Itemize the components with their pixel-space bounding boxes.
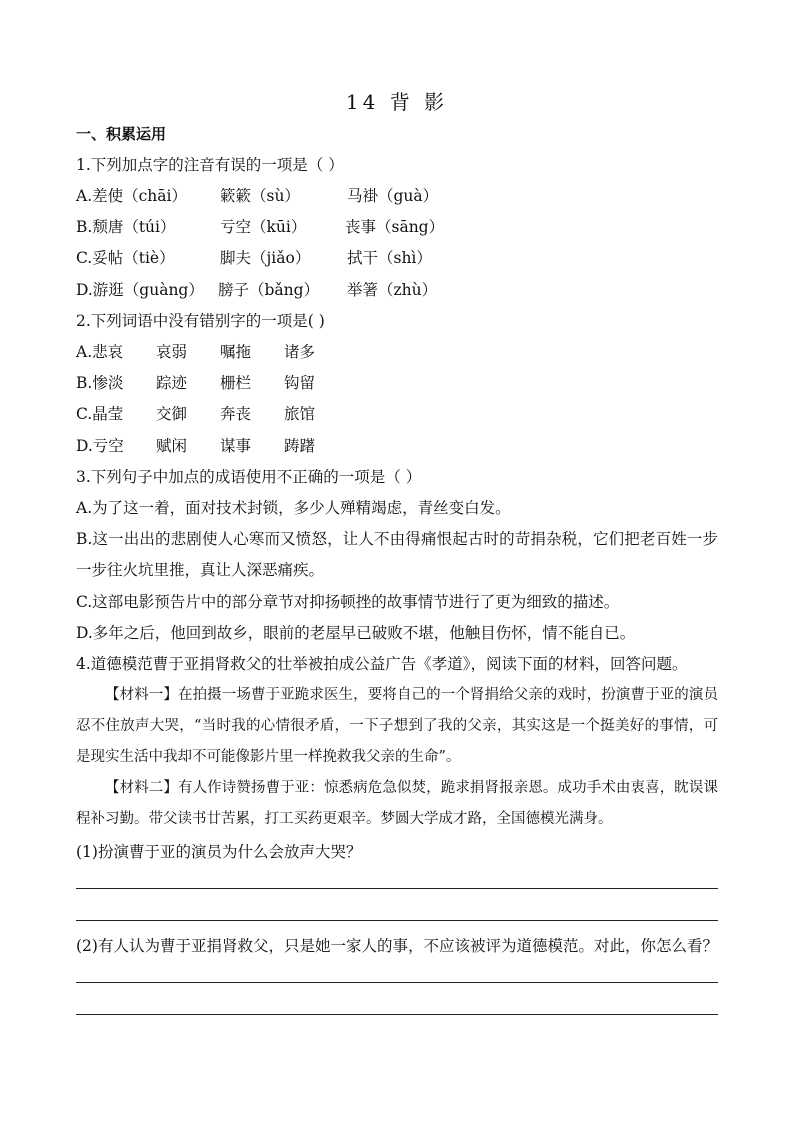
q1-option-b-word3: 丧事（sāng）	[345, 218, 445, 236]
page-title: 14 背 影	[345, 90, 449, 114]
question-4-stem: 4.道德模范曹于亚捐肾救父的壮举被拍成公益广告《孝道》，阅读下面的材料，回答问题。	[76, 655, 688, 673]
q1-option-a-word2: 簌簌（sù）	[220, 187, 300, 205]
q2-option-d-word3: 谋事	[220, 437, 252, 455]
question-1-stem: 1.下列加点字的注音有误的一项是（ ）	[76, 156, 344, 174]
q1-option-a-word1: A.差使（chāi）	[76, 187, 187, 205]
q1-option-c-word1: C.妥帖（tiè）	[76, 249, 175, 267]
q2-option-d-word4: 踌躇	[284, 437, 316, 455]
sub-question-2: (2)有人认为曹于亚捐肾救父，只是她一家人的事，不应该被评为道德模范。对此，你怎么看？	[76, 937, 718, 955]
q1-option-c-word3: 拭干（shì）	[347, 249, 432, 267]
q2-option-c-word4: 旅馆	[284, 405, 316, 423]
question-3-stem: 3.下列句子中加点的成语使用不正确的一项是（ ）	[76, 468, 422, 486]
question-2-stem: 2.下列词语中没有错别字的一项是( )	[76, 312, 325, 330]
q2-option-a-word2: 哀弱	[156, 343, 188, 361]
q2-option-c-word1: C.晶莹	[76, 405, 124, 423]
q2-option-c-word3: 奔丧	[220, 405, 252, 423]
material-2-paragraph: 【材料二】有人作诗赞扬曹于亚：惊悉病危急似焚，跪求捐肾报亲恩。成功手术由衷喜，眈误课程补习勤。带父读书廿苦累，打工买药更艰辛。梦圆大学成才路，全国德模光满身。	[76, 780, 718, 827]
q2-option-a-word4: 诸多	[284, 343, 316, 361]
q3-option-d: D.多年之后，他回到故乡，眼前的老屋早已破败不堪，他触目伤怀，情不能自已。	[76, 624, 636, 642]
q1-option-d-word2: 膀子（bǎng）	[218, 281, 320, 299]
q1-option-b-word2: 亏空（kūi）	[220, 218, 307, 236]
answer-line[interactable]	[76, 920, 718, 921]
q2-option-b-word4: 钩留	[284, 374, 316, 392]
q1-option-c-word2: 脚夫（jiǎo）	[220, 249, 311, 267]
material-1-paragraph: 【材料一】在拍摄一场曹于亚跪求医生，要将自己的一个肾捐给父亲的戏时，扮演曹于亚的演员忍不住放声大哭，“当时我的心情很矛盾，一下子想到了我的父亲，其实这是一个挺美好的事情，可是现实生活中我却不可能像影片里一样挽救我父亲的生命”。	[76, 687, 718, 765]
q1-option-b-word1: B.颓唐（túi）	[76, 218, 176, 236]
answer-line[interactable]	[76, 1014, 718, 1015]
section-heading: 一、积累运用	[76, 125, 167, 143]
q2-option-d-word2: 赋闲	[156, 437, 188, 455]
q3-option-a: A.为了这一着，面对技术封锁，多少人殚精竭虑，青丝变白发。	[76, 499, 511, 517]
answer-line[interactable]	[76, 982, 718, 983]
q2-option-b-word2: 踪迹	[156, 374, 188, 392]
q2-option-a-word1: A.悲哀	[76, 343, 124, 361]
q1-option-d-word1: D.游逛（guàng）	[76, 281, 204, 299]
q2-option-b-word1: B.惨淡	[76, 374, 124, 392]
q2-option-a-word3: 嘱拖	[220, 343, 252, 361]
q3-option-b: B.这一出出的悲剧使人心寒而又愤怒，让人不由得痛恨起古时的苛捐杂税，它们把老百姓一步一步往火坑里推，真让人深恶痛疾。	[76, 530, 718, 579]
q2-option-c-word2: 交御	[156, 405, 188, 423]
q2-option-d-word1: D.亏空	[76, 437, 124, 455]
answer-line[interactable]	[76, 888, 718, 889]
q1-option-a-word3: 马褂（guà）	[347, 187, 439, 205]
q1-option-d-word3: 举箸（zhù）	[347, 281, 438, 299]
q3-option-c: C.这部电影预告片中的部分章节对抑扬顿挫的故事情节进行了更为细致的描述。	[76, 593, 620, 611]
q2-option-b-word3: 栅栏	[220, 374, 252, 392]
sub-question-1: (1)扮演曹于亚的演员为什么会放声大哭？	[76, 843, 362, 861]
